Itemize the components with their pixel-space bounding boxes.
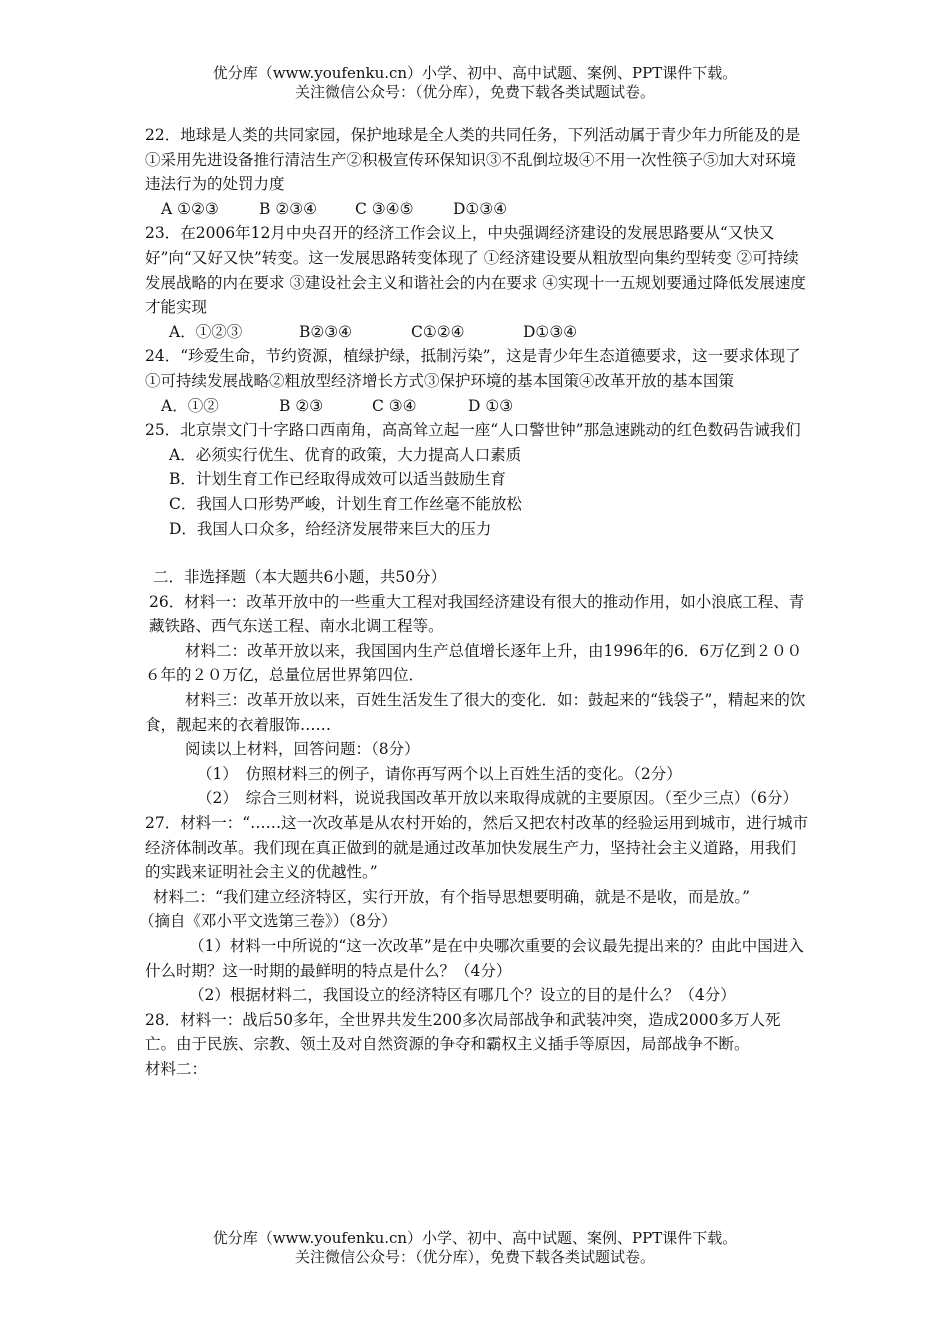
question-23-options — [145, 320, 810, 345]
option-b: B ②③④ — [259, 199, 318, 218]
question-27-material-2: 材料二：“我们建立经济特区，实行开放，有个指导思想要明确，就是不是收，而是放。” — [153, 887, 751, 906]
option-a: A．①②③ — [169, 322, 243, 341]
header-line-1: 优分库（www.youfenku.cn）小学、初中、高中试题、案例、PPT课件下载。 — [212, 64, 738, 82]
question-26-sub-1: （1） 仿照材料三的例子，请你再写两个以上百姓生活的变化。（2分） — [197, 764, 682, 783]
question-28-material-2: 材料二： — [145, 1059, 208, 1078]
question-26-material-3: 材料三：改革开放以来，百姓生活发生了很大的变化．如：鼓起来的“钱袋子”，精起来的饮食，靓起来的衣着服饰…… — [145, 691, 806, 734]
footer-line-2: 关注微信公众号：（优分库），免费下载各类试题试卷。 — [294, 1248, 655, 1266]
question-27-source: （摘自《邓小平文选第三卷》）（8分） — [139, 912, 397, 931]
question-27-sub-2: （2）根据材料二，我国设立的经济特区有哪几个？设立的目的是什么？（4分） — [189, 986, 736, 1005]
option-c: C ③④⑤ — [355, 199, 414, 218]
option-b: B②③④ — [299, 322, 353, 341]
question-26-sub-2: （2） 综合三则材料，说说我国改革开放以来取得成就的主要原因。（至少三点）（6分） — [197, 789, 798, 808]
question-27-sub-1: （1）材料一中所说的“这一次改革”是在中央哪次重要的会议最先提出来的？由此中国进入什么时期？这一时期的最鲜明的特点是什么？（4分） — [145, 937, 804, 980]
document-body — [139, 123, 847, 1082]
question-25-option-d: D．我国人口众多，给经济发展带来巨大的压力 — [169, 519, 492, 538]
option-a: A ①②③ — [161, 199, 219, 218]
question-26-material-1: 26．材料一：改革开放中的一些重大工程对我国经济建设有很大的推动作用，如小浪底工程、青藏铁路、西气东送工程、南水北调工程等。 — [149, 592, 805, 636]
question-25: 25．北京崇文门十字路口西南角，高高耸立起一座“人口警世钟”那急速跳动的红色数码告诫我们 — [145, 421, 801, 440]
option-d: D ①③ — [468, 396, 514, 415]
option-c: C①②④ — [411, 322, 465, 341]
question-22-options — [145, 197, 810, 222]
footer-line-1: 优分库（www.youfenku.cn）小学、初中、高中试题、案例、PPT课件下载。 — [212, 1229, 738, 1247]
question-24-options — [145, 394, 810, 419]
question-22: 22．地球是人类的共同家园，保护地球是全人类的共同任务，下列活动属于青少年力所能及的是 ①采用先进设备推行清洁生产②积极宣传环保知识③不乱倒垃圾④不用一次性筷子⑤加大对环境违法行为的处罚力度 — [145, 126, 847, 194]
question-26-prompt: 阅读以上材料，回答问题：（8分） — [185, 740, 420, 759]
question-26-material-2: 材料二：改革开放以来，我国国内生产总值增长逐年上升，由1996年的6．6万亿到２００６年的２０万亿，总量位居世界第四位． — [145, 641, 803, 685]
question-23: 23．在2006年12月中央召开的经济工作会议上，中央强调经济建设的发展思路要从“又快又好”向“又好又快”转变。这一发展思路转变体现了 ①经济建设要从粗放型向集约型转变 ②可持续发展战略的内在要求 ③建设社会主义和谐社会的内在要求 ④实现十一五规划要通过降低发展速度才能实现 — [145, 224, 806, 317]
section-2-title: 二．非选择题（本大题共6小题，共50分） — [153, 568, 447, 587]
option-d: D①③④ — [523, 322, 578, 341]
question-28-material-1: 28．材料一：战后50多年，全世界共发生200多次局部战争和武装冲突，造成2000多万人死亡。由于民族、宗教、领土及对自然资源的争夺和霸权主义插手等原因，局部战争不断。 — [145, 1010, 781, 1054]
section-spacer — [145, 541, 810, 565]
option-b: B ②③ — [279, 396, 324, 415]
option-c: C ③④ — [372, 396, 417, 415]
page-header — [0, 64, 950, 102]
question-24: 24．“珍爱生命，节约资源，植绿护绿，抵制污染”，这是青少年生态道德要求，这一要求体现了 ①可持续发展战略②粗放型经济增长方式③保护环境的基本国策④改革开放的基本国策 — [145, 347, 832, 390]
question-25-option-a: A．必须实行优生、优育的政策，大力提高人口素质 — [169, 445, 522, 464]
header-line-2: 关注微信公众号：（优分库），免费下载各类试题试卷。 — [294, 83, 655, 101]
question-27-material-1: 27．材料一：“……这一次改革是从农村开始的，然后又把农村改革的经验运用到城市，进行城市经济体制改革。我们现在真正做到的就是通过改革加快发展生产力，坚持社会主义道路，用我们的实践来证明社会主义的优越性。” — [145, 814, 809, 882]
question-25-option-c: C．我国人口形势严峻，计划生育工作丝毫不能放松 — [169, 494, 522, 513]
option-a: A．①② — [161, 396, 219, 415]
page-footer — [0, 1229, 950, 1267]
question-25-option-b: B．计划生育工作已经取得成效可以适当鼓励生育 — [169, 470, 506, 489]
option-d: D①③④ — [453, 199, 508, 218]
